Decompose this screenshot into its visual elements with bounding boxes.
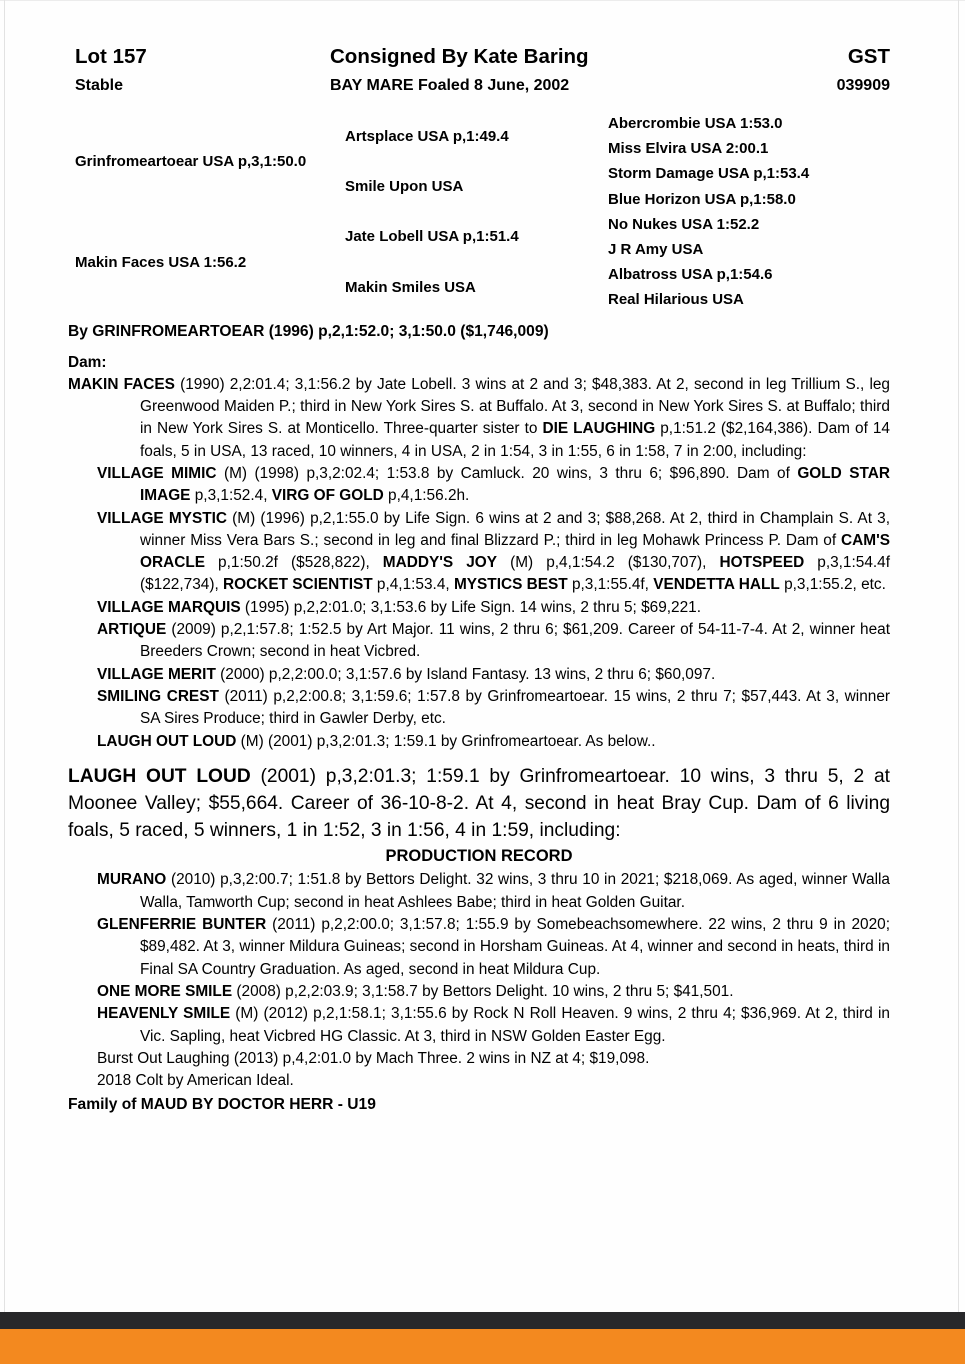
pedigree-gen3-1: Abercrombie USA 1:53.0 — [608, 115, 783, 133]
record-paragraph — [68, 1003, 890, 1048]
bold-text-run: LAUGH OUT LOUD — [97, 732, 237, 750]
gst-label: GST — [847, 45, 890, 68]
record-paragraph — [68, 597, 890, 619]
lot-number: Lot 157 — [75, 45, 147, 68]
production-record-section — [68, 869, 890, 1092]
pedigree-sire: Grinfromeartoear USA p,3,1:50.0 — [75, 152, 307, 170]
record-paragraph — [68, 686, 890, 731]
text-run: p,1:51.2 ($2,164,386). Dam of 14 foals, 5 in USA, 13 raced, 10 winners, 4 in USA, 2 in 1:54, 3 in 1:55, 6 in 1:58, 7 in 2:00, including: — [140, 420, 890, 460]
page-edge-left — [4, 0, 5, 1312]
dam-section-label: Dam: — [68, 353, 107, 371]
record-paragraph — [68, 463, 890, 508]
horse-description: BAY MARE Foaled 8 June, 2002 — [330, 77, 570, 94]
bold-text-run: GLENFERRIE BUNTER — [97, 916, 267, 934]
text-run: p,3,1:54.4f ($122,734), — [140, 554, 891, 594]
pedigree-gen3-6: J R Amy USA — [608, 241, 704, 259]
footer-dark-bar — [0, 1312, 965, 1329]
pedigree-sire-dam: Smile Upon USA — [345, 178, 464, 196]
text-run: p,3,1:55.2, etc. — [779, 576, 886, 594]
bold-text-run: VENDETTA HALL — [653, 576, 780, 594]
page-header — [0, 0, 965, 99]
page-edge-right — [958, 0, 959, 1312]
text-run: (M) (1996) p,2,1:55.0 by Life Sign. 6 wins at 2 and 3; $88,268. At 2, third in Champlain S. At 3, winner Miss Vera Bars S.; second in leg and final Blizzard P.; third in leg Mohawk Princess P. Dam of — [140, 509, 890, 549]
record-paragraph — [68, 914, 890, 981]
text-run: (2011) p,2,2:00.8; 3,1:59.6; 1:57.8 by Grinfromeartoear. 15 wins, 2 thru 7; $57,443. At 3, winner SA Sires Produce; third in Gawler Derby, etc. — [140, 687, 891, 728]
text-run: (2011) p,2,2:00.0; 3,1:57.8; 1:55.9 by Somebeachsomewhere. 22 wins, 2 thru 9 in 2020; $89,482. At 3, winner Mildura Guineas; second in Horsham Guineas. At 4, winner and second in heats, third in Final SA Country Graduation. As aged, second in heat Mildura Cup. — [140, 916, 890, 978]
bold-text-run: SMILING CREST — [97, 687, 219, 705]
record-paragraph — [68, 981, 890, 1003]
footer-accent-bar — [0, 1329, 965, 1364]
record-paragraph — [68, 374, 890, 463]
text-run: (2008) p,2,2:03.9; 3,1:58.7 by Bettors Delight. 10 wins, 2 thru 5; $41,501. — [232, 982, 734, 1000]
text-run: (1995) p,2,2:01.0; 3,1:53.6 by Life Sign. 14 wins, 2 thru 5; $69,221. — [240, 598, 701, 616]
bold-text-run: ONE MORE SMILE — [97, 982, 233, 1000]
record-paragraph — [68, 1048, 890, 1070]
pedigree-dam-sire: Jate Lobell USA p,1:51.4 — [345, 228, 519, 246]
text-run: 2018 Colt by American Ideal. — [97, 1072, 294, 1090]
catalog-body — [68, 321, 890, 1117]
text-run: p,4,1:56.2h. — [383, 487, 470, 505]
record-paragraph — [68, 619, 890, 664]
bold-text-run: HEAVENLY SMILE — [97, 1005, 231, 1023]
bold-text-run: MAKIN FACES — [68, 375, 175, 393]
bold-text-run: VILLAGE MYSTIC — [97, 509, 228, 527]
text-run: p,1:50.2f ($528,822), — [204, 554, 383, 572]
pedigree-gen3-7: Albatross USA p,1:54.6 — [608, 266, 773, 284]
text-run: p,3,1:55.4f, — [567, 576, 654, 594]
bold-text-run: MADDY'S JOY — [382, 554, 498, 572]
text-run: Burst Out Laughing (2013) p,4,2:01.0 by Mach Three. 2 wins in NZ at 4; $19,098. — [97, 1049, 650, 1067]
stable-label: Stable — [75, 77, 124, 94]
text-run: (2001) p,3,2:01.3; 1:59.1 by Grinfromeartoear. 10 wins, 3 thru 5, 2 at Moonee Valley; $55,664. Career of 36-10-8-2. At 4, second in heat Bray Cup. Dam of 6 living foals, 5 raced, 5 winners, 1 in 1:52, 3 in 1:56, 4 in 1:59, including: — [68, 765, 890, 842]
pedigree-dam: Makin Faces USA 1:56.2 — [75, 253, 247, 271]
bold-text-run: LAUGH OUT LOUD — [68, 765, 251, 787]
text-run: (2010) p,3,2:00.7; 1:51.8 by Bettors Delight. 32 wins, 3 thru 10 in 2021; $218,069. As aged, winner Walla Walla, Tamworth Cup; second in heat Ashlees Babe; third in heat Golden Guitar. — [140, 871, 890, 911]
pedigree-sire-sire: Artsplace USA p,1:49.4 — [345, 127, 509, 145]
text-run: (1990) 2,2:01.4; 3,1:56.2 by Jate Lobell. 3 wins at 2 and 3; $48,383. At 2, second in leg Trillium S., leg Greenwood Maiden P.; third in New York Sires S. at Buffalo. At 3, second in New York Sires S. at Buffalo; third in New York Sires S. at Monticello. Three-quarter sister to — [140, 375, 890, 438]
record-paragraph — [68, 731, 890, 753]
bold-text-run: VILLAGE MARQUIS — [97, 598, 241, 616]
pedigree-gen3-4: Blue Horizon USA p,1:58.0 — [608, 190, 796, 208]
text-run: (2009) p,2,1:57.8; 1:52.5 by Art Major. 11 wins, 2 thru 6; $61,209. Career of 54-11-7-4. At 2, winner heat Breeders Crown; second in heat Vicbred. — [140, 621, 890, 661]
pedigree-gen3-2: Miss Elvira USA 2:00.1 — [608, 140, 769, 158]
text-run: p,3,1:52.4, — [190, 487, 272, 505]
text-run: (2000) p,2,2:00.0; 3,1:57.6 by Island Fantasy. 13 wins, 2 thru 6; $60,097. — [215, 665, 716, 683]
bold-text-run: ROCKET SCIENTIST — [223, 576, 373, 594]
text-run: (M) (1998) p,3,2:02.4; 1:53.8 by Camluck. 20 wins, 3 thru 6; $96,890. Dam of — [216, 464, 798, 482]
sire-summary-line: By GRINFROMEARTOEAR (1996) p,2,1:52.0; 3,1:50.0 ($1,746,009) — [68, 322, 549, 340]
pedigree-gen3-8: Real Hilarious USA — [608, 291, 744, 309]
bold-text-run: MURANO — [97, 871, 167, 889]
bold-text-run: HOTSPEED — [719, 554, 805, 572]
page-edge-top — [0, 0, 965, 1]
record-paragraph — [68, 1070, 890, 1092]
bold-text-run: ARTIQUE — [97, 621, 167, 639]
header-row-1 — [0, 45, 965, 71]
bold-text-run: DIE LAUGHING — [542, 420, 656, 438]
record-paragraph — [68, 508, 890, 597]
text-run: (M) p,4,1:54.2 ($130,707), — [497, 554, 720, 572]
text-run: (M) (2001) p,3,2:01.3; 1:59.1 by Grinfromeartoear. As below.. — [236, 732, 656, 750]
family-line: Family of MAUD BY DOCTOR HERR - U19 — [68, 1096, 376, 1114]
featured-mare-paragraph — [68, 763, 890, 845]
text-run: p,4,1:53.4, — [372, 576, 454, 594]
bold-text-run: VILLAGE MERIT — [97, 665, 216, 683]
bold-text-run: VILLAGE MIMIC — [97, 464, 217, 482]
production-record-title: PRODUCTION RECORD — [385, 847, 573, 866]
record-paragraph — [68, 664, 890, 686]
pedigree-gen3-3: Storm Damage USA p,1:53.4 — [608, 165, 810, 183]
consignor: Consigned By Kate Baring — [330, 45, 589, 68]
pedigree-gen3-5: No Nukes USA 1:52.2 — [608, 215, 760, 233]
pedigree-dam-dam: Makin Smiles USA — [345, 278, 476, 296]
header-row-2 — [0, 77, 965, 99]
bold-text-run: GOLD STAR IMAGE — [140, 464, 891, 505]
catalog-number: 039909 — [836, 77, 890, 94]
bold-text-run: CAM'S ORACLE — [140, 531, 890, 572]
dam-record-section — [68, 374, 890, 753]
text-run: (M) (2012) p,2,1:58.1; 3,1:55.6 by Rock N Roll Heaven. 9 wins, 2 thru 4; $36,969. At 2, third in Vic. Sapling, heat Vicbred HG Classic. At 3, third in NSW Golden Easter Egg. — [140, 1005, 890, 1045]
bold-text-run: VIRG OF GOLD — [271, 487, 384, 505]
bold-text-run: MYSTICS BEST — [453, 576, 568, 594]
pedigree-table — [75, 111, 890, 313]
record-paragraph — [68, 869, 890, 914]
